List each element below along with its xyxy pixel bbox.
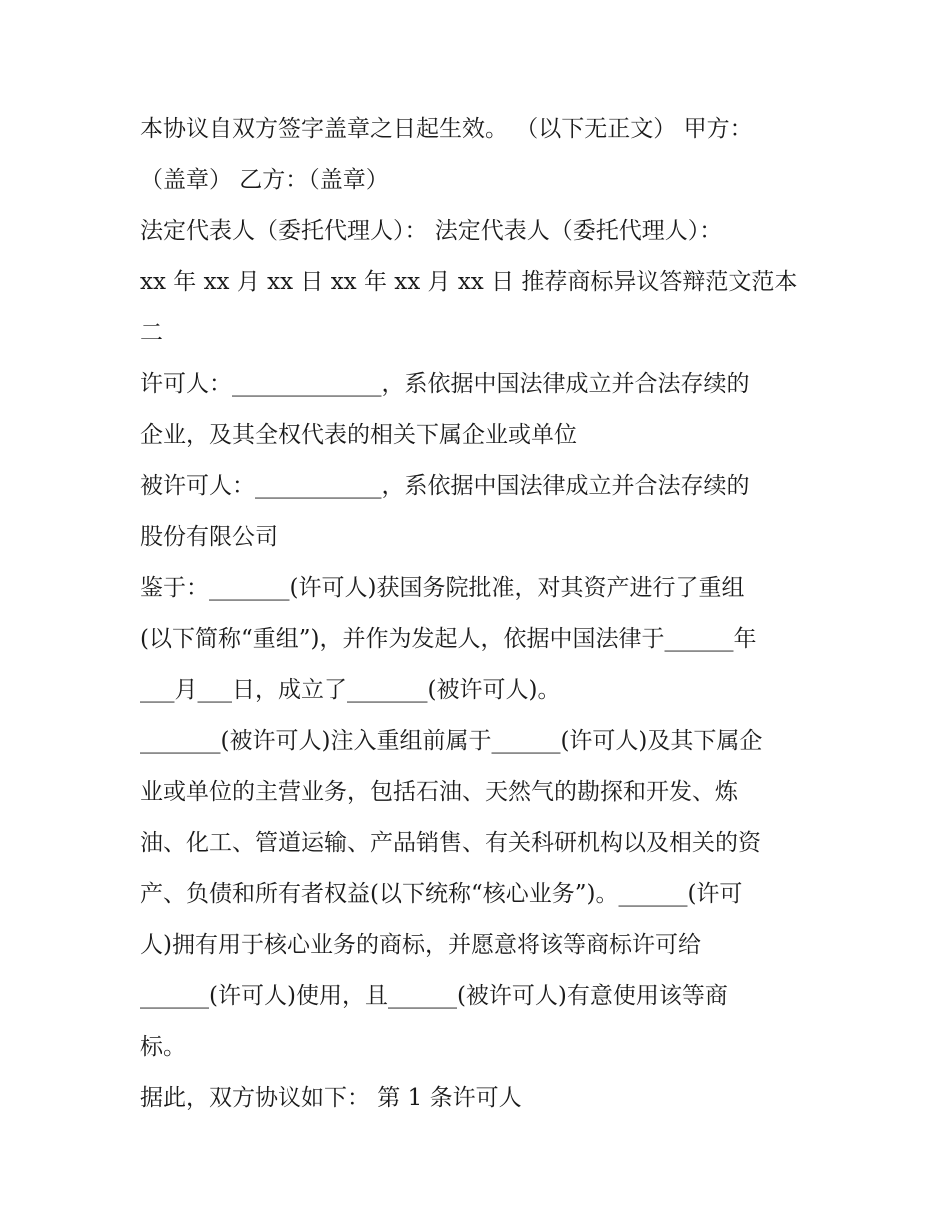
text-line-20: 据此，双方协议如下： 第 1 条许可人 [140, 1085, 522, 1111]
text-line-12: ___月___日，成立了_______(被许可人)。 [140, 677, 561, 703]
text-line-8: 被许可人：___________，系依据中国法律成立并合法存续的 [140, 473, 750, 499]
text-line-5: 二 [140, 320, 163, 346]
text-line-2: （盖章） 乙方：（盖章） [140, 167, 389, 193]
text-line-13: _______(被许可人)注入重组前属于______(许可人)及其下属企 [140, 728, 763, 754]
text-line-19: 标。 [140, 1034, 186, 1060]
text-line-15: 油、化工、管道运输、产品销售、有关科研机构以及相关的资 [140, 830, 761, 856]
text-line-14: 业或单位的主营业务，包括石油、天然气的勘探和开发、炼 [140, 779, 738, 805]
text-line-3: 法定代表人（委托代理人）： 法定代表人（委托代理人）： [140, 218, 723, 244]
text-line-18: ______(许可人)使用，且______(被许可人)有意使用该等商 [140, 983, 728, 1009]
text-line-7: 企业，及其全权代表的相关下属企业或单位 [140, 422, 577, 448]
text-line-10: 鉴于：_______(许可人)获国务院批准，对其资产进行了重组 [140, 575, 745, 601]
text-line-1: 本协议自双方签字盖章之日起生效。 （以下无正文） 甲方： [140, 116, 753, 142]
text-line-17: 人)拥有用于核心业务的商标，并愿意将该等商标许可给 [140, 932, 701, 958]
text-line-11: (以下简称“重组”)，并作为发起人，依据中国法律于______年 [140, 626, 757, 652]
text-line-9: 股份有限公司 [140, 524, 278, 550]
text-line-6: 许可人：_____________，系依据中国法律成立并合法存续的 [140, 371, 750, 397]
text-line-16: 产、负债和所有者权益(以下统称“核心业务”)。______(许可 [140, 881, 743, 907]
text-line-4: xx 年 xx 月 xx 日 xx 年 xx 月 xx 日 推荐商标异议答辩范文范本 [140, 269, 798, 295]
document-body [140, 104, 820, 1124]
